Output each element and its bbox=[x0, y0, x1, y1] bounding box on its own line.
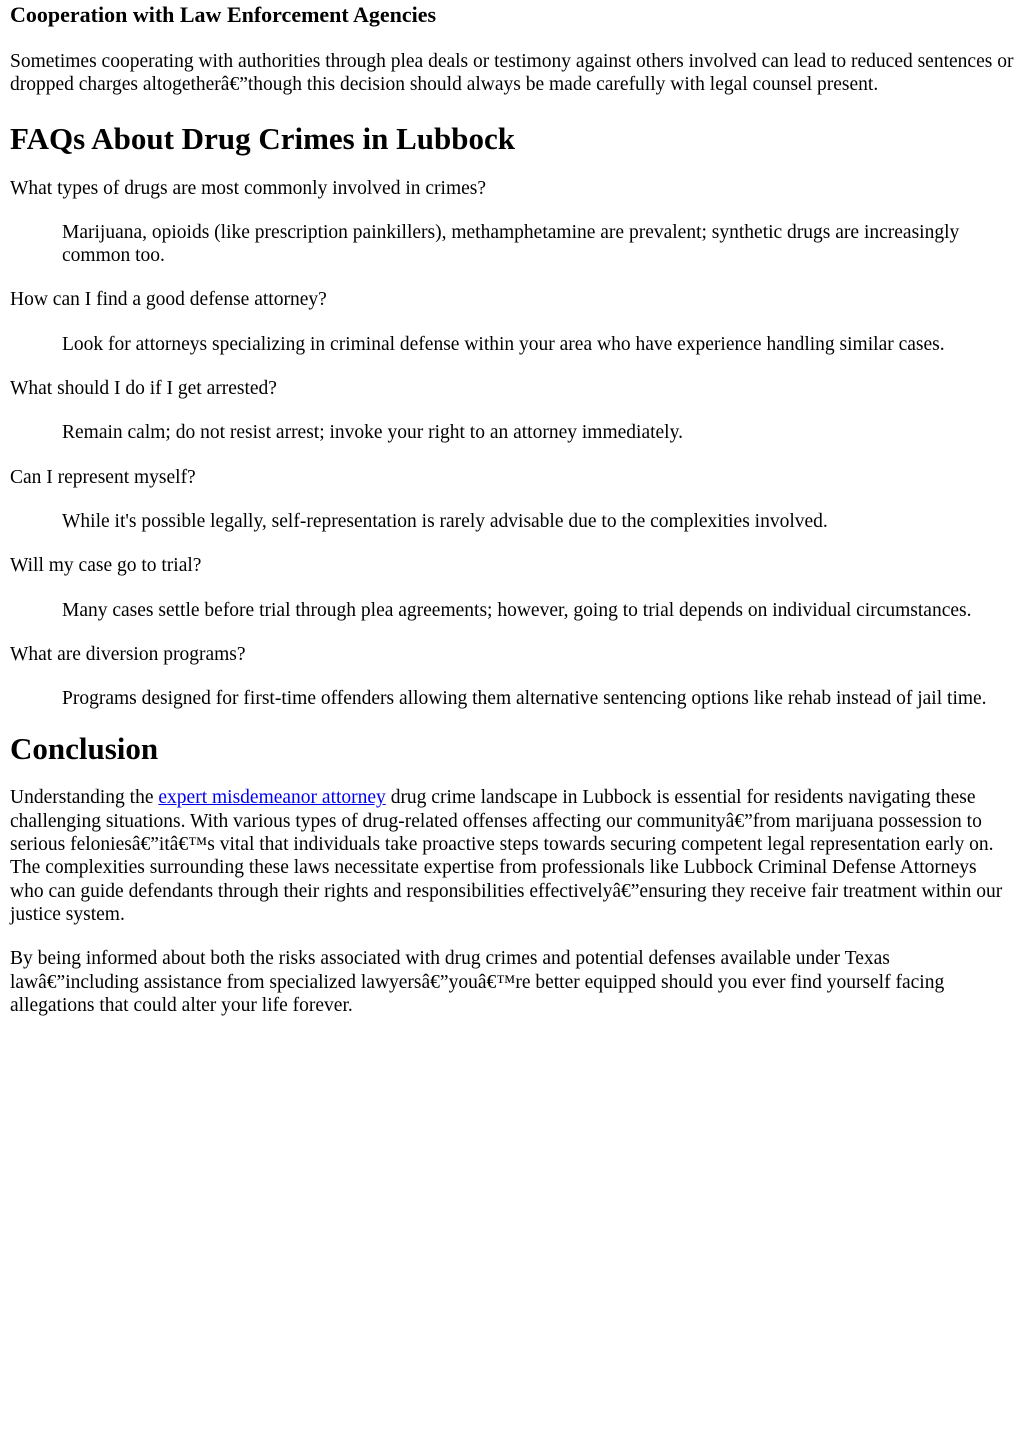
faq-question: Can I represent myself? bbox=[10, 466, 196, 488]
faq-list bbox=[10, 177, 1014, 711]
faq-heading: FAQs About Drug Crimes in Lubbock bbox=[10, 120, 515, 156]
conclusion-paragraph-1 bbox=[10, 786, 1014, 926]
expert-misdemeanor-attorney-link[interactable]: expert misdemeanor attorney bbox=[158, 787, 386, 809]
faq-answer: Many cases settle before trial through plea agreements; however, going to trial depends on individual circumstances. bbox=[62, 599, 972, 621]
faq-answer: Look for attorneys specializing in criminal defense within your area who have experience handling similar cases. bbox=[62, 333, 945, 355]
faq-answer: Programs designed for first-time offenders allowing them alternative sentencing options like rehab instead of jail time. bbox=[62, 688, 987, 710]
faq-answer: Remain calm; do not resist arrest; invoke your right to an attorney immediately. bbox=[62, 422, 683, 444]
conclusion-text-after-link: drug crime landscape in Lubbock is essential for residents navigating these challenging situations. With various types of drug-related offenses affecting our communityâ€”from marijuana possession to serious feloniesâ€”itâ€™s vital that individuals take proactive steps towards securing competent legal representation early on. The complexities surrounding these laws necessitate expertise from professionals like Lubbock Criminal Defense Attorneys who can guide defendants through their rights and responsibilities effectivelyâ€”ensuring they receive fair treatment within our justice system. bbox=[10, 787, 1003, 925]
conclusion-paragraph-2: By being informed about both the risks associated with drug crimes and potential defenses available under Texas lawâ€”including assistance from specialized lawyersâ€”youâ€™re better equipped should you ever find yourself facing allegations that could alter your life forever. bbox=[10, 948, 945, 1016]
cooperation-heading: Cooperation with Law Enforcement Agencies bbox=[10, 2, 437, 27]
faq-question: What should I do if I get arrested? bbox=[10, 378, 277, 400]
conclusion-heading: Conclusion bbox=[10, 731, 159, 767]
faq-answer: Marijuana, opioids (like prescription painkillers), methamphetamine are prevalent; synthetic drugs are increasingly common too. bbox=[62, 221, 960, 267]
faq-question: Will my case go to trial? bbox=[10, 555, 202, 577]
faq-answer: While it's possible legally, self-representation is rarely advisable due to the complexities involved. bbox=[62, 510, 828, 532]
conclusion-text-before-link: Understanding the bbox=[10, 787, 159, 809]
faq-question: What are diversion programs? bbox=[10, 643, 246, 665]
cooperation-paragraph: Sometimes cooperating with authorities through plea deals or testimony against others involved can lead to reduced sentences or dropped charges altogetherâ€”though this decision should always be made carefully with legal counsel present. bbox=[10, 51, 1014, 96]
faq-question: How can I find a good defense attorney? bbox=[10, 289, 327, 311]
faq-question: What types of drugs are most commonly involved in crimes? bbox=[10, 177, 487, 199]
